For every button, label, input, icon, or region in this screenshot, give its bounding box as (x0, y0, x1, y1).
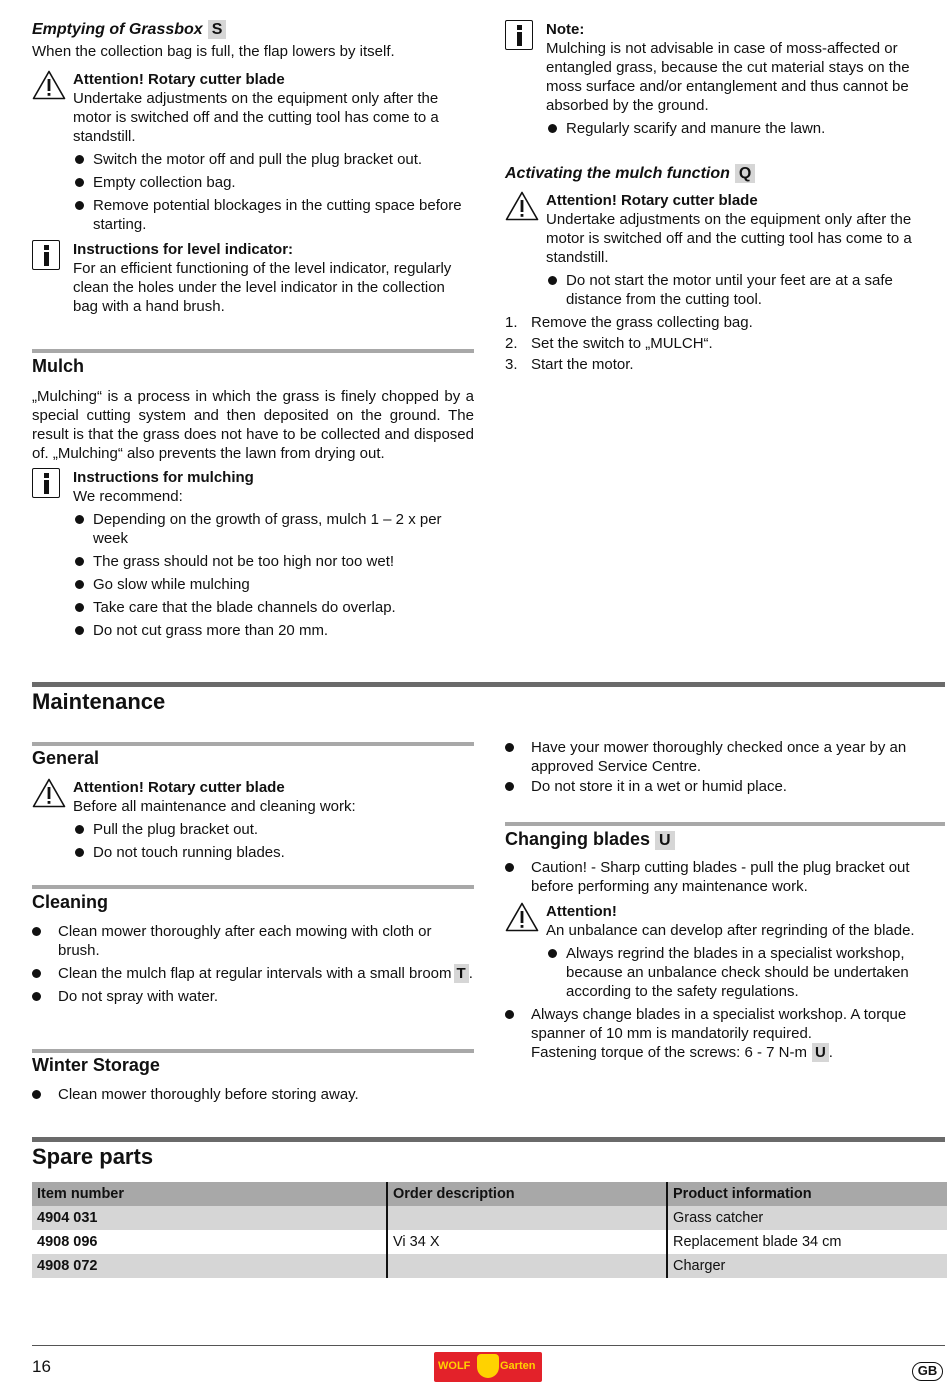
list-item: 1. Remove the grass collecting bag. (505, 314, 753, 331)
list-item: Clean mower thoroughly before storing away. (32, 1085, 474, 1104)
winter-title: Winter Storage (32, 1055, 160, 1075)
wolf-garten-logo: WOLF Garten (434, 1352, 542, 1382)
info-title: Instructions for level indicator: (73, 241, 294, 258)
section-rule (32, 682, 945, 687)
section-rule (32, 885, 474, 889)
list-item: Regularly scarify and manure the lawn. (546, 119, 945, 138)
language-badge: GB (912, 1362, 943, 1381)
cleaning-title: Cleaning (32, 892, 109, 912)
list-item: The grass should not be too high nor too wet! (73, 552, 474, 571)
left-column-top (32, 20, 474, 316)
table-header-row (32, 1182, 947, 1206)
list-item: Empty collection bag. (73, 173, 474, 192)
list-item: Always change blades in a specialist workshop. A torque spanner of 10 mm is mandatorily required. Fastening torque of the screws: 6 - 7 N-m U . (505, 1005, 945, 1062)
attention-box (505, 902, 945, 1001)
section-rule (32, 349, 474, 353)
changing-blades-section (505, 828, 945, 1062)
attention-text: Undertake adjustments on the equipment only after the motor is switched off and the cutting tool has come to a standstill. (546, 211, 912, 266)
list-item: Clean mower thoroughly after each mowing with cloth or brush. (32, 922, 474, 960)
emptying-intro: When the collection bag is full, the flap lowers by itself. (32, 43, 395, 60)
attention-box (505, 191, 945, 309)
header-cell: Product information (667, 1182, 947, 1206)
emptying-title: Emptying of Grassbox S (32, 20, 474, 40)
product-info: Charger (667, 1254, 947, 1278)
list-item: Caution! - Sharp cutting blades - pull the plug bracket out before performing any maintenance work. (505, 858, 945, 896)
attention-box (32, 70, 474, 234)
list-item: Depending on the growth of grass, mulch 1 – 2 x per week (73, 510, 474, 548)
attention-title: Attention! Rotary cutter blade (73, 71, 285, 88)
list-item: Remove potential blockages in the cutting space before starting. (73, 196, 474, 234)
info-box (32, 240, 474, 316)
attention-title: Attention! (546, 903, 617, 920)
warning-icon (505, 902, 539, 932)
list-item: Take care that the blade channels do overlap. (73, 598, 474, 617)
steps-list (505, 313, 945, 374)
header-cell: Order description (387, 1182, 667, 1206)
bullet-list (73, 820, 474, 862)
item-number: 4904 031 (32, 1206, 387, 1230)
note-box (505, 20, 945, 138)
product-info: Grass catcher (667, 1206, 947, 1230)
info-box (32, 468, 474, 640)
page-number: 16 (32, 1357, 51, 1376)
item-number: 4908 096 (32, 1230, 387, 1254)
bullet-list (73, 510, 474, 640)
section-rule (505, 822, 945, 826)
figure-ref: Q (735, 164, 755, 183)
bullet-list (546, 119, 945, 138)
figure-ref: U (812, 1043, 829, 1062)
spare-parts-table (32, 1182, 947, 1278)
list-item: Clean the mulch flap at regular intervals with a small broom T . (32, 964, 474, 983)
list-item: Do not cut grass more than 20 mm. (73, 621, 474, 640)
warning-icon (32, 778, 66, 808)
table-row (32, 1206, 947, 1230)
footer-rule (32, 1345, 945, 1346)
list-item: Switch the motor off and pull the plug bracket out. (73, 150, 474, 169)
table-row (32, 1230, 947, 1254)
item-number: 4908 072 (32, 1254, 387, 1278)
mulch-title: Mulch (32, 356, 84, 376)
mulch-section (32, 355, 474, 640)
wolf-head-icon (477, 1354, 499, 1378)
attention-box (32, 778, 474, 862)
header-cell: Item number (32, 1182, 387, 1206)
bullet-list (32, 922, 474, 1006)
spare-parts-title: Spare parts (32, 1144, 154, 1169)
maintenance-right-column (505, 734, 945, 796)
info-icon (32, 240, 60, 270)
note-title: Note: (546, 21, 585, 38)
note-text: Mulching is not advisable in case of moss-affected or entangled grass, because the cut material stays on the moss surface and/or entanglement and thus cannot be absorbed by the ground. (546, 40, 910, 114)
product-info: Replacement blade 34 cm (673, 1233, 842, 1250)
list-item: Go slow while mulching (73, 575, 474, 594)
bullet-list (505, 738, 945, 796)
list-item: 2. Set the switch to „MULCH“. (505, 335, 713, 352)
list-item: Do not start the motor until your feet are at a safe distance from the cutting tool. (546, 271, 945, 309)
changing-title: Changing blades U (505, 828, 945, 850)
info-text: We recommend: (73, 488, 183, 505)
warning-icon (505, 191, 539, 221)
activating-title: Activating the mulch function Q (505, 164, 945, 184)
bullet-list (32, 1085, 474, 1104)
warning-icon (32, 70, 66, 100)
cleaning-section (32, 891, 474, 1006)
order-description (387, 1254, 667, 1278)
bullet-list (546, 271, 945, 309)
info-title: Instructions for mulching (73, 469, 254, 486)
maintenance-title: Maintenance (32, 689, 166, 714)
bullet-list (505, 858, 945, 896)
list-item: Have your mower thoroughly checked once a year by an approved Service Centre. (505, 738, 945, 776)
bullet-list (546, 944, 945, 1001)
general-title: General (32, 748, 100, 768)
info-icon (32, 468, 60, 498)
list-item: Do not spray with water. (32, 987, 474, 1006)
attention-text: An unbalance can develop after regrinding of the blade. (546, 922, 915, 939)
attention-text: Undertake adjustments on the equipment only after the motor is switched off and the cutting tool has come to a standstill. (73, 90, 439, 145)
table-row (32, 1254, 947, 1278)
right-column-top (505, 20, 945, 374)
figure-ref: U (655, 831, 675, 850)
order-description: Vi 34 X (387, 1230, 667, 1254)
list-item: Always regrind the blades in a specialist workshop, because an unbalance check should be undertaken according to the safety regulations. (546, 944, 945, 1001)
bullet-list (505, 1005, 945, 1062)
mulch-text: „Mulching“ is a process in which the grass is finely chopped by a special cutting system and then deposited on the ground. The result is that the grass does not have to be collected and disposed of. „Mulching“ also prevents the lawn from drying out. (32, 388, 474, 462)
info-icon (505, 20, 533, 50)
section-rule (32, 742, 474, 746)
list-item: Do not store it in a wet or humid place. (505, 777, 945, 796)
section-rule (32, 1049, 474, 1053)
info-text: For an efficient functioning of the level indicator, regularly clean the holes under the level indicator in the collection bag with a hand brush. (73, 260, 452, 315)
figure-ref: T (454, 964, 469, 983)
attention-title: Attention! Rotary cutter blade (73, 779, 285, 796)
figure-ref: S (208, 20, 227, 39)
section-rule (32, 1137, 945, 1142)
bullet-list (73, 150, 474, 234)
attention-title: Attention! Rotary cutter blade (546, 192, 758, 209)
order-description (387, 1206, 667, 1230)
list-item: Do not touch running blades. (73, 843, 474, 862)
list-item: Pull the plug bracket out. (73, 820, 474, 839)
winter-section (32, 1054, 474, 1104)
general-section (32, 747, 474, 862)
list-item: 3. Start the motor. (505, 356, 634, 373)
attention-text: Before all maintenance and cleaning work: (73, 798, 356, 815)
